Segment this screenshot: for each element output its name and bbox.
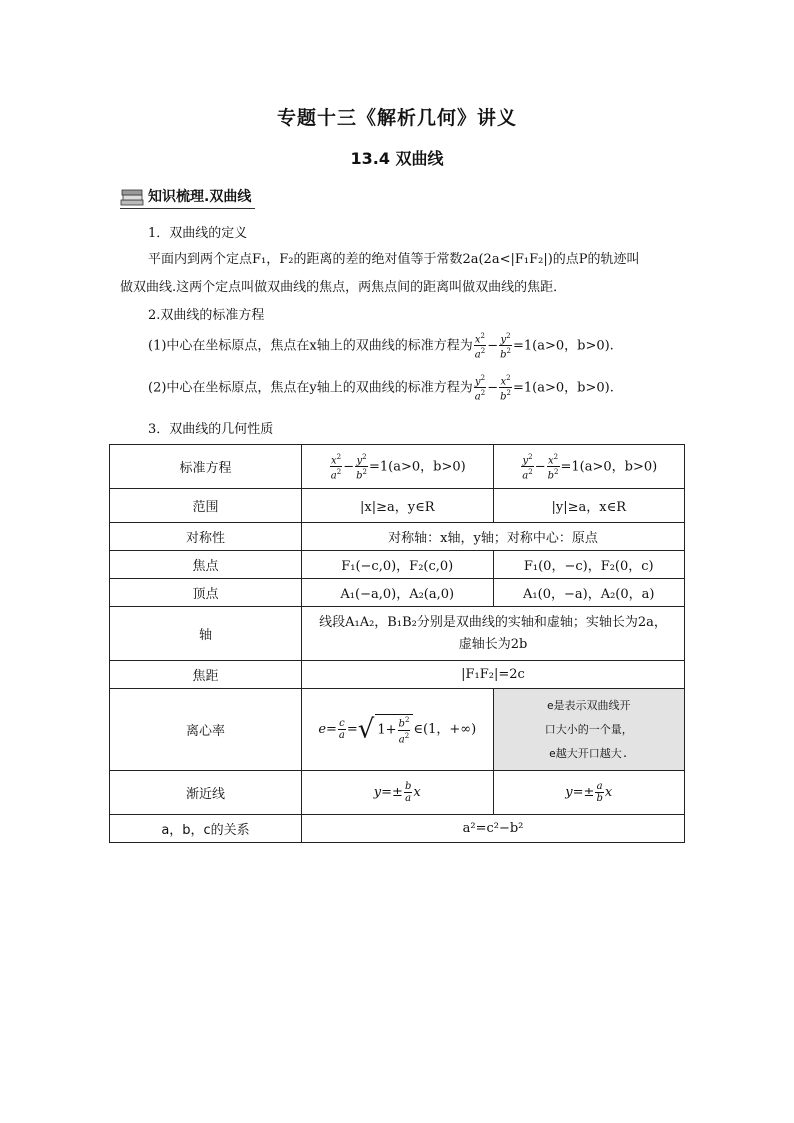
fraction-y2-a2: $\frac{y^2}{a^2}$ [474, 374, 486, 403]
table-row [110, 607, 685, 661]
table-row [110, 551, 685, 579]
table-row [110, 445, 685, 489]
eccentricity-note-line-2: 口大小的一个量， [544, 722, 633, 736]
eccentricity-note-line-3: e越大开口越大. [549, 746, 629, 760]
eccentricity-formula-cell: e= $\frac{c}{a}$ =√ 1+ $\frac{b^2}{a^2}$ ∈(1，+∞) [302, 689, 494, 771]
range-x-cell: |x|≥a，y∈R [302, 489, 494, 523]
fraction-x2-a2: $\frac{x^2}{a^2}$ [474, 332, 486, 361]
range-y-cell: |y|≥a，x∈R [493, 489, 685, 523]
eccentricity-range: ∈(1，+∞) [413, 722, 477, 737]
section-heading [120, 186, 255, 209]
document-subtitle: 13.4 双曲线 [350, 149, 444, 168]
table-row [110, 489, 685, 523]
standard-equation-x-prefix: (1)中心在坐标原点，焦点在x轴上的双曲线的标准方程为 [148, 338, 473, 354]
axis-cell [302, 607, 685, 661]
row-label: 渐近线 [110, 771, 302, 815]
row-label: 离心率 [110, 689, 302, 771]
table-row [110, 689, 685, 771]
eccentricity-note-line-1: e是表示双曲线开 [546, 698, 631, 712]
definition-text-line-2: 做双曲线.这两个定点叫做双曲线的焦点，两焦点间的距离叫做双曲线的焦距． [120, 280, 567, 295]
standard-equation-x: (1)中心在坐标原点，焦点在x轴上的双曲线的标准方程为 $\frac{x^2}{a^2}$ − $\frac{y^2}{b^2}$ =1(a>0，b>0). [148, 332, 614, 361]
fraction-y2-b2: $\frac{y^2}{b^2}$ [500, 332, 511, 361]
vertex-x-cell: A₁(−a,0)，A₂(a,0) [302, 579, 494, 607]
standard-equation-y-suffix: =1(a>0，b>0). [512, 380, 614, 396]
row-label: 焦距 [110, 661, 302, 689]
eccentricity-note-cell [493, 689, 685, 771]
document-title: 专题十三《解析几何》讲义 [276, 107, 517, 129]
equation-x-cell: $\frac{x^2}{a^2}$ − $\frac{y^2}{b^2}$ =1(a>0，b>0) [302, 445, 494, 489]
row-label: 焦点 [110, 551, 302, 579]
row-label: 标准方程 [110, 445, 302, 489]
equation-y-cell: $\frac{y^2}{a^2}$ − $\frac{x^2}{b^2}$ =1(a>0，b>0) [493, 445, 685, 489]
symmetry-cell: 对称轴：x轴，y轴；对称中心：原点 [302, 523, 685, 551]
vertex-y-cell: A₁(0，−a)，A₂(0，a) [493, 579, 685, 607]
row-label: 顶点 [110, 579, 302, 607]
standard-equation-y: (2)中心在坐标原点，焦点在y轴上的双曲线的标准方程为 $\frac{y^2}{a^2}$ − $\frac{x^2}{b^2}$ =1(a>0，b>0). [148, 374, 614, 403]
foci-x-cell: F₁(−c,0)，F₂(c,0) [302, 551, 494, 579]
row-label: 范围 [110, 489, 302, 523]
relation-cell: a²=c²−b² [302, 815, 685, 843]
table-row [110, 661, 685, 689]
definition-text-line-1: 平面内到两个定点F₁，F₂的距离的差的绝对值等于常数2a(2a<|F₁F₂|)的点P的轨迹叫 [148, 252, 640, 267]
geometric-properties-heading: 3．双曲线的几何性质 [148, 422, 274, 437]
row-label: 对称性 [110, 523, 302, 551]
focal-distance-cell: |F₁F₂|=2c [302, 661, 685, 689]
standard-equation-x-suffix: =1(a>0，b>0). [512, 338, 614, 354]
standard-equation-y-prefix: (2)中心在坐标原点，焦点在y轴上的双曲线的标准方程为 [148, 380, 473, 396]
row-label: 轴 [110, 607, 302, 661]
definition-heading: 1．双曲线的定义 [148, 226, 248, 241]
asymptote-y-cell: y=± $\frac{a}{b}$ x [493, 771, 685, 815]
asymptote-x-cell: y=± $\frac{b}{a}$ x [302, 771, 494, 815]
table-row [110, 815, 685, 843]
section-heading-text: 知识梳理.双曲线 [148, 189, 252, 205]
equation-y-suffix: =1(a>0，b>0) [560, 459, 658, 474]
axis-text-line-2: 虚轴长为2b [458, 636, 528, 652]
table-row [110, 579, 685, 607]
book-stack-icon [120, 188, 144, 206]
foci-y-cell: F₁(0，−c)，F₂(0，c) [493, 551, 685, 579]
table-row [110, 771, 685, 815]
row-label: a，b，c的关系 [110, 815, 302, 843]
properties-table [109, 444, 685, 843]
table-row [110, 523, 685, 551]
axis-text-line-1: 线段A₁A₂，B₁B₂分别是双曲线的实轴和虚轴；实轴长为2a， [319, 614, 667, 630]
standard-equation-heading: 2.双曲线的标准方程 [148, 308, 265, 323]
fraction-x2-b2: $\frac{x^2}{b^2}$ [500, 374, 511, 403]
equation-x-suffix: =1(a>0，b>0) [369, 459, 466, 474]
